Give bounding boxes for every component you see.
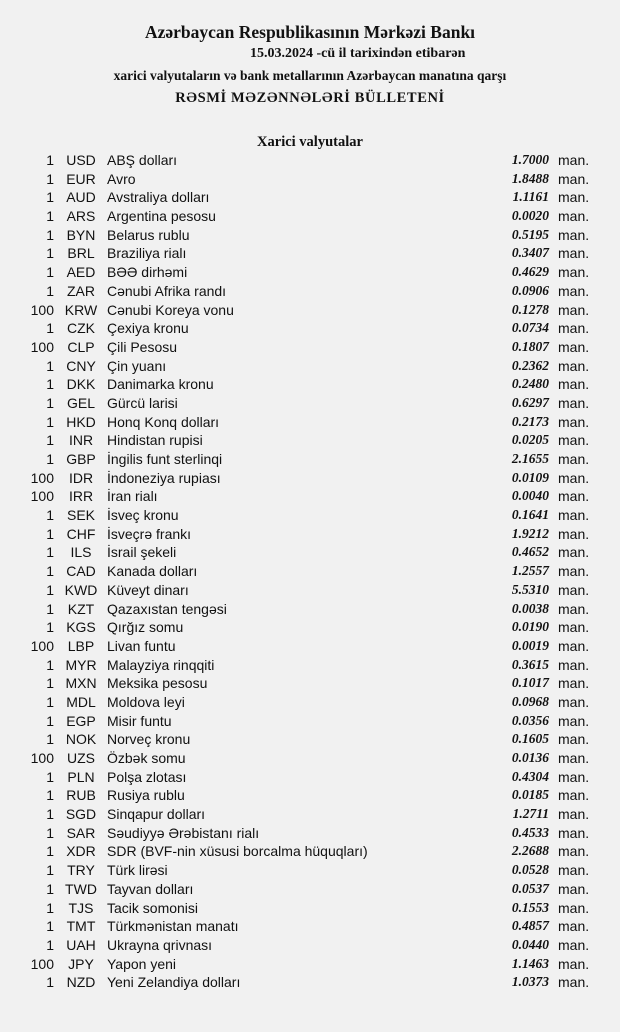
currency-name: Livan funtu [107, 637, 176, 654]
currency-name: Qazaxıstan tengəsi [107, 600, 227, 617]
exchange-rate: 0.0190 [511, 619, 549, 635]
table-row [0, 712, 620, 731]
currency-name: Polşa zlotası [107, 768, 187, 785]
table-row [0, 413, 620, 432]
exchange-rate: 0.0968 [511, 693, 549, 709]
table-row [0, 357, 620, 376]
currency-code: INR [68, 432, 94, 449]
currency-code: HKD [66, 413, 96, 430]
exchange-rate: 0.0356 [511, 712, 549, 728]
nominal-value: 1 [46, 189, 54, 206]
table-row [0, 768, 620, 787]
currency-name: Küveyt dinarı [107, 581, 189, 598]
currency-name: Çexiya kronu [107, 320, 189, 337]
nominal-value: 1 [46, 843, 54, 860]
currency-code: UAH [66, 936, 96, 953]
exchange-rate: 1.8488 [511, 170, 549, 186]
exchange-rate: 0.4304 [511, 768, 549, 784]
currency-code: SGD [65, 806, 97, 823]
rate-unit: man. [558, 731, 590, 748]
table-row [0, 188, 620, 207]
table-row [0, 469, 620, 488]
nominal-value: 1 [46, 170, 54, 187]
rate-unit: man. [558, 301, 590, 318]
nominal-value: 1 [46, 862, 54, 879]
currency-name: Malayziya rinqqiti [107, 656, 215, 673]
exchange-rate: 0.0205 [511, 432, 549, 448]
rate-unit: man. [558, 824, 590, 841]
currency-code: KRW [64, 301, 98, 318]
currency-code: TWD [65, 880, 97, 897]
currency-name: İran rialı [107, 488, 158, 505]
table-row [0, 450, 620, 469]
table-row [0, 842, 620, 861]
currency-name: İsveçrə frankı [107, 525, 192, 542]
currency-name: İsveç kronu [107, 507, 179, 524]
nominal-value: 1 [46, 619, 54, 636]
exchange-rate: 5.5310 [511, 581, 549, 597]
nominal-value: 1 [46, 451, 54, 467]
currency-code: CNY [66, 357, 96, 374]
currency-name: Yeni Zelandiya dolları [107, 974, 241, 991]
table-row [0, 431, 620, 450]
nominal-value: 1 [46, 768, 54, 785]
rate-unit: man. [558, 525, 590, 542]
exchange-rate: 2.2688 [511, 843, 549, 859]
exchange-rate: 1.2557 [511, 563, 549, 579]
exchange-rate: 0.4652 [511, 544, 549, 560]
currency-code: UZS [67, 750, 95, 766]
currency-name: Danimarka kronu [107, 376, 214, 393]
table-row [0, 525, 620, 544]
exchange-rate: 0.0440 [511, 936, 549, 952]
nominal-value: 1 [46, 320, 54, 337]
rate-unit: man. [558, 843, 590, 860]
table-row [0, 880, 620, 899]
nominal-value: 1 [46, 394, 54, 411]
rate-unit: man. [558, 413, 590, 430]
rate-unit: man. [558, 451, 590, 467]
table-row [0, 562, 620, 581]
currency-name: Yapon yeni [107, 955, 177, 972]
table-row [0, 301, 620, 320]
currency-code: TJS [68, 899, 94, 916]
nominal-value: 1 [46, 208, 54, 225]
table-row [0, 506, 620, 525]
exchange-rate: 0.0109 [511, 469, 549, 485]
rate-unit: man. [558, 619, 590, 636]
currency-code: RUB [66, 787, 96, 804]
table-row [0, 749, 620, 768]
rate-unit: man. [558, 376, 590, 393]
nominal-value: 100 [30, 750, 54, 766]
currency-name: Türkmənistan manatı [107, 918, 239, 935]
exchange-rate: 0.1553 [511, 899, 549, 915]
currency-name: Gürcü larisi [107, 394, 178, 411]
table-row [0, 338, 620, 357]
nominal-value: 1 [46, 974, 54, 991]
table-row [0, 637, 620, 656]
currency-name: Kanada dolları [107, 563, 198, 580]
nominal-value: 1 [46, 413, 54, 430]
exchange-rate: 0.1807 [511, 338, 549, 354]
nominal-value: 100 [30, 955, 54, 972]
bulletin-title: RƏSMİ MƏZƏNNƏLƏRİ BÜLLETENİ [175, 90, 445, 106]
currency-code: EGP [66, 712, 96, 729]
currency-name: Tayvan dolları [107, 880, 194, 897]
currency-name: BƏƏ dirhəmi [107, 264, 188, 281]
rates-table [0, 151, 620, 992]
rate-unit: man. [558, 750, 590, 766]
currency-name: Norveç kronu [107, 731, 191, 748]
exchange-rate: 1.7000 [511, 152, 549, 167]
currency-name: Çin yuanı [107, 357, 167, 374]
table-row [0, 600, 620, 619]
currency-code: NZD [66, 974, 96, 991]
rate-unit: man. [558, 974, 590, 991]
rate-unit: man. [558, 432, 590, 449]
table-row [0, 861, 620, 880]
rate-unit: man. [558, 488, 590, 505]
table-row [0, 487, 620, 506]
rate-unit: man. [558, 656, 590, 673]
rate-unit: man. [558, 170, 590, 187]
table-row [0, 581, 620, 600]
table-row [0, 207, 620, 226]
exchange-rate: 0.5195 [511, 226, 549, 242]
exchange-rate: 1.2711 [512, 806, 549, 822]
nominal-value: 1 [46, 152, 54, 168]
currency-code: KGS [66, 619, 96, 636]
nominal-value: 1 [46, 357, 54, 374]
table-row [0, 543, 620, 562]
table-row [0, 899, 620, 918]
nominal-value: 1 [46, 525, 54, 542]
rate-unit: man. [558, 918, 590, 935]
nominal-value: 1 [46, 675, 54, 692]
currency-code: BRL [67, 245, 95, 262]
rate-unit: man. [558, 899, 590, 916]
exchange-rate: 0.0040 [511, 488, 549, 504]
rate-unit: man. [558, 806, 590, 823]
nominal-value: 1 [46, 600, 54, 617]
nominal-value: 1 [46, 880, 54, 897]
exchange-rate: 2.1655 [511, 451, 549, 466]
table-row [0, 824, 620, 843]
exchange-rate: 0.1641 [511, 507, 549, 523]
currency-name: İndoneziya rupiası [107, 469, 221, 486]
currency-name: Qırğız somu [107, 619, 184, 636]
rate-unit: man. [558, 581, 590, 598]
exchange-rate: 0.6297 [511, 394, 549, 410]
currency-name: Braziliya rialı [107, 245, 187, 262]
rate-unit: man. [558, 226, 590, 243]
table-row [0, 263, 620, 282]
exchange-rate: 0.2362 [511, 357, 549, 373]
table-row [0, 730, 620, 749]
currency-code: ARS [66, 208, 96, 225]
currency-code: TMT [66, 918, 96, 935]
currency-code: SAR [66, 824, 96, 841]
currency-name: Avro [107, 170, 136, 187]
nominal-value: 1 [46, 806, 54, 823]
currency-code: LBP [67, 637, 95, 654]
currency-code: MDL [66, 693, 96, 710]
currency-name: Avstraliya dolları [107, 189, 210, 206]
nominal-value: 1 [46, 824, 54, 841]
table-row [0, 319, 620, 338]
table-row [0, 656, 620, 675]
table-row [0, 973, 620, 992]
currency-code: CHF [66, 525, 96, 542]
exchange-rate: 0.3615 [511, 656, 549, 672]
currency-code: XDR [66, 843, 96, 860]
currency-code: NOK [65, 731, 97, 748]
rate-unit: man. [558, 357, 590, 374]
nominal-value: 100 [30, 338, 54, 355]
exchange-rate: 0.1017 [511, 675, 549, 691]
exchange-rate: 0.4533 [511, 824, 549, 840]
nominal-value: 1 [46, 507, 54, 524]
currency-code: AED [66, 264, 96, 281]
table-row [0, 917, 620, 936]
nominal-value: 1 [46, 936, 54, 953]
exchange-rate: 0.0038 [511, 600, 549, 616]
rate-unit: man. [558, 637, 590, 654]
rate-unit: man. [558, 880, 590, 897]
table-row [0, 936, 620, 955]
currency-code: JPY [68, 955, 94, 972]
currency-code: EUR [66, 170, 96, 187]
table-row [0, 151, 620, 170]
rate-unit: man. [558, 600, 590, 617]
table-row [0, 805, 620, 824]
table-row [0, 226, 620, 245]
rate-unit: man. [558, 563, 590, 580]
currency-name: İngilis funt sterlinqi [107, 451, 223, 467]
nominal-value: 100 [30, 301, 54, 318]
table-row [0, 955, 620, 974]
exchange-rate: 0.2173 [511, 413, 549, 429]
currency-name: Moldova leyi [107, 693, 185, 710]
table-row [0, 170, 620, 189]
currency-name: Çili Pesosu [107, 338, 178, 355]
nominal-value: 1 [46, 656, 54, 673]
currency-code: AUD [66, 189, 96, 206]
currency-code: KZT [67, 600, 95, 617]
currency-name: Özbək somu [107, 750, 186, 766]
exchange-rate: 0.0136 [511, 750, 549, 765]
rate-unit: man. [558, 152, 590, 168]
currency-code: GEL [66, 394, 95, 411]
exchange-rate: 0.0528 [511, 862, 549, 878]
exchange-rate: 0.4629 [511, 264, 549, 280]
nominal-value: 1 [46, 264, 54, 281]
currency-code: GBP [66, 451, 96, 467]
currency-code: PLN [67, 768, 95, 785]
bulletin-subtitle: xarici valyutaların və bank metallarının Azərbaycan manatına qarşı [113, 68, 507, 83]
currency-name: Misir funtu [107, 712, 172, 729]
rate-unit: man. [558, 544, 590, 561]
currency-name: Cənubi Koreya vonu [107, 301, 234, 318]
rate-unit: man. [558, 936, 590, 953]
exchange-rate: 1.1463 [511, 955, 549, 971]
rate-unit: man. [558, 768, 590, 785]
table-row [0, 244, 620, 263]
table-row [0, 394, 620, 413]
exchange-rate: 0.0734 [511, 320, 549, 336]
nominal-value: 100 [30, 488, 54, 505]
currency-code: CLP [67, 338, 95, 355]
currency-name: Hindistan rupisi [107, 432, 203, 449]
currency-code: SEK [66, 507, 95, 524]
rate-unit: man. [558, 507, 590, 524]
exchange-rate: 0.3407 [511, 245, 549, 261]
table-row [0, 693, 620, 712]
nominal-value: 1 [46, 787, 54, 804]
rate-unit: man. [558, 394, 590, 411]
currency-name: Meksika pesosu [107, 675, 208, 692]
rate-unit: man. [558, 282, 590, 299]
currency-name: SDR (BVF-nin xüsusi borcalma hüquqları) [107, 843, 368, 860]
currency-code: CAD [66, 563, 96, 580]
nominal-value: 100 [30, 637, 54, 654]
rate-unit: man. [558, 469, 590, 486]
exchange-rate: 0.0906 [511, 282, 549, 298]
nominal-value: 1 [46, 731, 54, 748]
nominal-value: 1 [46, 581, 54, 598]
table-row [0, 674, 620, 693]
rate-unit: man. [558, 712, 590, 729]
exchange-rate: 0.1605 [511, 731, 549, 747]
rate-unit: man. [558, 264, 590, 281]
table-row [0, 618, 620, 637]
currency-name: Ukrayna qrivnası [107, 936, 213, 953]
currency-code: CZK [67, 320, 95, 337]
currency-name: Belarus rublu [107, 226, 190, 243]
nominal-value: 1 [46, 693, 54, 710]
exchange-rate: 0.1278 [511, 301, 549, 317]
currency-name: Argentina pesosu [107, 208, 216, 225]
currency-name: Honq Konq dolları [107, 413, 220, 430]
rate-unit: man. [558, 245, 590, 262]
rate-unit: man. [558, 338, 590, 355]
currency-code: BYN [66, 226, 96, 243]
rate-unit: man. [558, 693, 590, 710]
exchange-rate: 0.0019 [511, 637, 549, 653]
nominal-value: 1 [46, 226, 54, 243]
nominal-value: 1 [46, 245, 54, 262]
nominal-value: 1 [46, 282, 54, 299]
table-row [0, 786, 620, 805]
currency-name: Səudiyyə Ərəbistanı rialı [107, 824, 260, 841]
rate-unit: man. [558, 955, 590, 972]
nominal-value: 1 [46, 432, 54, 449]
currency-code: TRY [67, 862, 95, 879]
table-row [0, 282, 620, 301]
currency-code: DKK [66, 376, 96, 393]
currency-code: MXN [65, 675, 97, 692]
rate-unit: man. [558, 675, 590, 692]
nominal-value: 1 [46, 918, 54, 935]
currency-name: İsrail şekeli [107, 544, 177, 561]
currency-name: Cənubi Afrika randı [107, 282, 227, 299]
currency-name: Sinqapur dolları [107, 806, 206, 823]
rate-unit: man. [558, 320, 590, 337]
exchange-rate: 1.1161 [512, 189, 549, 205]
currency-code: IDR [68, 469, 94, 486]
exchange-rate: 0.4857 [511, 918, 549, 934]
nominal-value: 1 [46, 376, 54, 393]
exchange-rate: 1.9212 [511, 525, 549, 541]
currency-code: ILS [70, 544, 92, 561]
rate-unit: man. [558, 787, 590, 804]
nominal-value: 1 [46, 899, 54, 916]
currency-name: ABŞ dolları [107, 152, 178, 168]
currency-name: Tacik somonisi [107, 899, 199, 916]
rate-unit: man. [558, 189, 590, 206]
table-row [0, 375, 620, 394]
nominal-value: 1 [46, 712, 54, 729]
currency-name: Rusiya rublu [107, 787, 185, 804]
currency-code: KWD [64, 581, 98, 598]
exchange-rate: 1.0373 [511, 974, 549, 990]
currency-code: IRR [68, 488, 94, 505]
exchange-rate: 0.0537 [511, 880, 549, 896]
rate-unit: man. [558, 208, 590, 225]
exchange-rate: 0.0020 [511, 208, 549, 224]
currency-code: ZAR [67, 282, 95, 299]
currency-code: USD [66, 152, 96, 168]
nominal-value: 1 [46, 563, 54, 580]
currency-code: MYR [65, 656, 97, 673]
nominal-value: 1 [46, 544, 54, 561]
rate-unit: man. [558, 862, 590, 879]
exchange-rate: 0.2480 [511, 376, 549, 392]
currency-name: Türk lirəsi [107, 862, 168, 879]
nominal-value: 100 [30, 469, 54, 486]
effective-date: 15.03.2024 -cü il tarixindən etibarən [250, 46, 466, 61]
exchange-rate: 0.0185 [511, 787, 549, 803]
section-title: Xarici valyutalar [257, 134, 363, 150]
bank-title: Azərbaycan Respublikasının Mərkəzi Bankı [144, 22, 476, 42]
